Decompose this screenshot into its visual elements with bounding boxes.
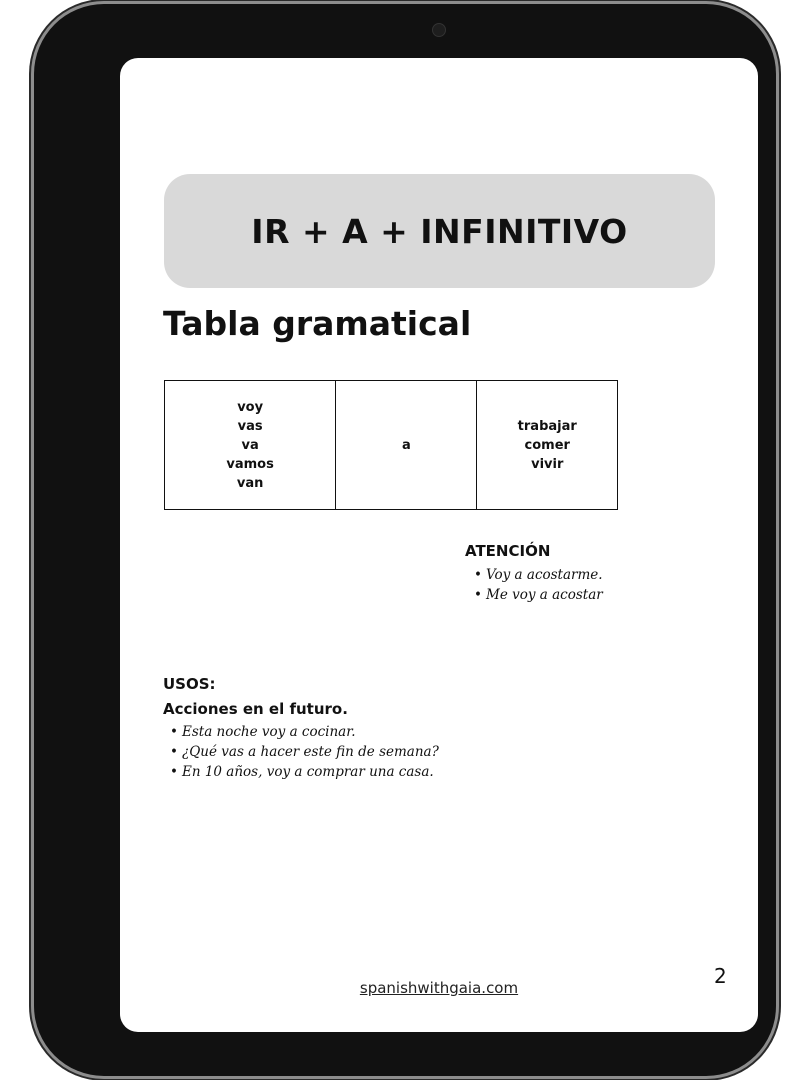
page-title: IR + A + INFINITIVO bbox=[251, 211, 628, 251]
table-cell-infinitives bbox=[477, 381, 618, 510]
table-cell-verb-forms bbox=[165, 381, 336, 510]
list-item: • Esta noche voy a cocinar. bbox=[167, 722, 439, 742]
list-item: • ¿Qué vas a hacer este fin de semana? bbox=[167, 742, 439, 762]
verb-form: van bbox=[236, 475, 264, 491]
table-cell-preposition bbox=[336, 381, 477, 510]
list-item: • En 10 años, voy a comprar una casa. bbox=[167, 762, 439, 782]
grammar-table bbox=[164, 380, 618, 510]
page-number: 2 bbox=[714, 964, 727, 988]
infinitive: vivir bbox=[531, 456, 564, 472]
verb-form: vas bbox=[237, 418, 263, 434]
document-page bbox=[120, 58, 758, 1032]
verb-form: voy bbox=[237, 399, 264, 415]
attention-list bbox=[471, 565, 603, 605]
verb-form: va bbox=[241, 437, 259, 453]
table-row bbox=[165, 381, 618, 510]
infinitive: trabajar bbox=[517, 418, 577, 434]
usos-subtitle: Acciones en el futuro. bbox=[163, 700, 348, 718]
usos-section bbox=[163, 675, 439, 782]
title-banner bbox=[164, 174, 715, 288]
attention-title: ATENCIÓN bbox=[465, 542, 551, 560]
verb-form: vamos bbox=[226, 456, 274, 472]
website-link[interactable]: spanishwithgaia.com bbox=[359, 979, 519, 997]
usos-title: USOS: bbox=[163, 675, 216, 693]
camera-dot bbox=[432, 23, 446, 37]
infinitive: comer bbox=[524, 437, 570, 453]
attention-note bbox=[465, 542, 603, 605]
section-heading: Tabla gramatical bbox=[163, 304, 472, 343]
preposition: a bbox=[401, 437, 411, 453]
list-item: • Me voy a acostar bbox=[471, 585, 603, 605]
usos-list bbox=[167, 722, 439, 782]
list-item: • Voy a acostarme. bbox=[471, 565, 603, 585]
tablet-frame bbox=[34, 4, 776, 1076]
